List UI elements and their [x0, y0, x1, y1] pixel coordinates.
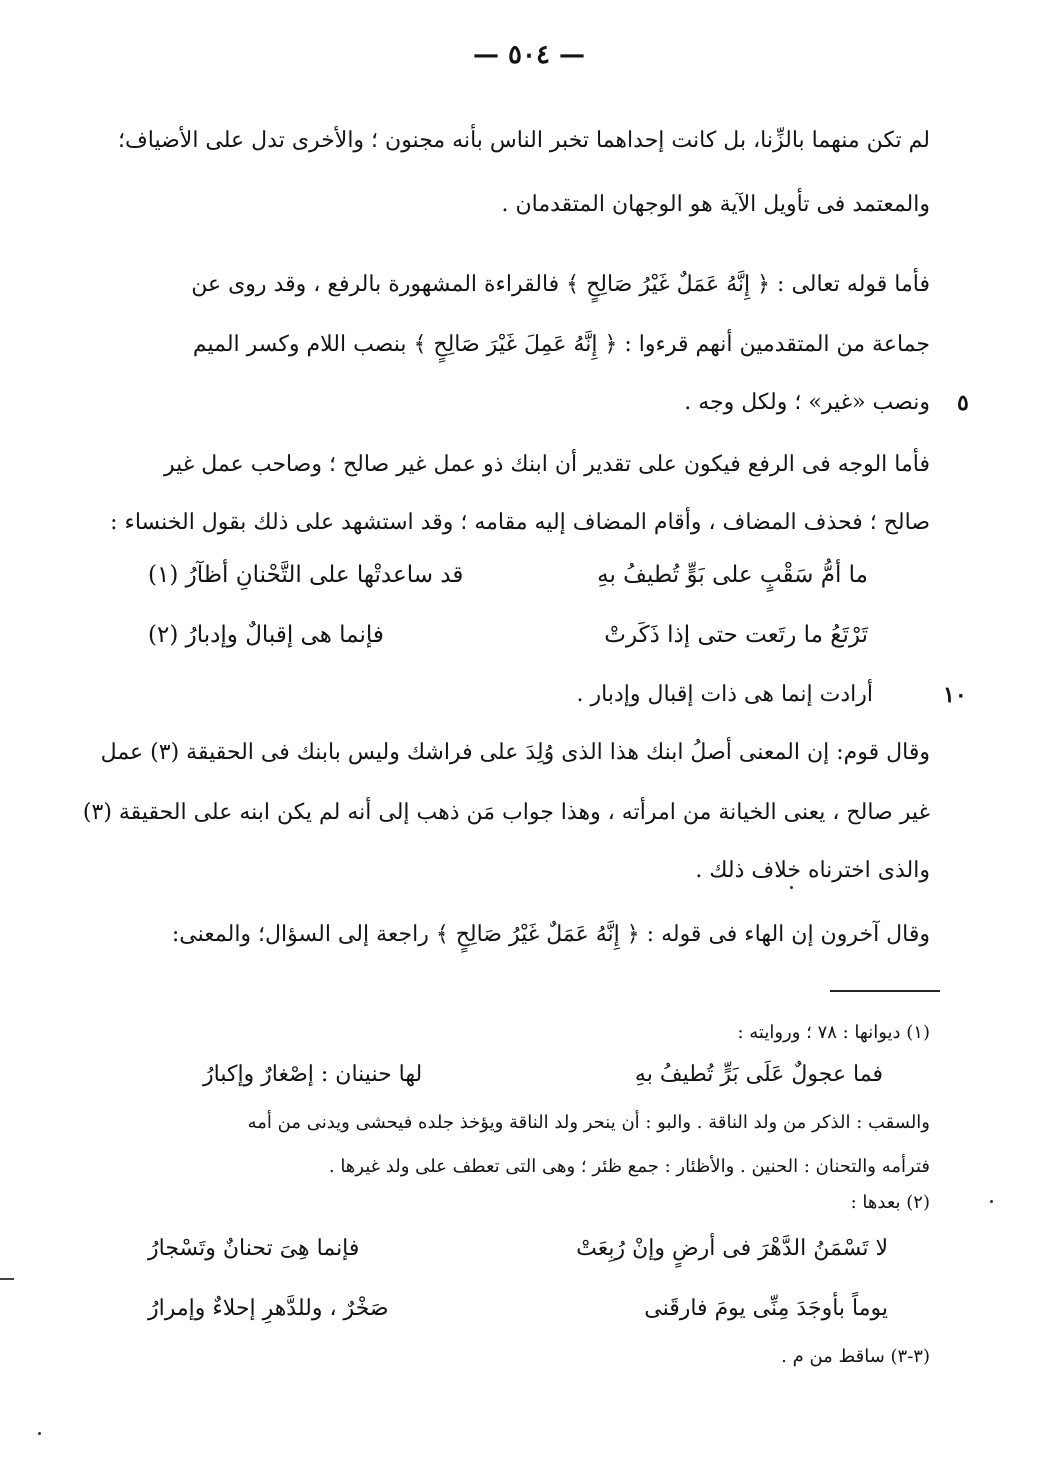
body-line: غير صالح ، يعنى الخيانة من امرأته ، وهذا جواب مَن ذهب إلى أنه لم يكن ابنه على الحقيقة (٣) [82, 800, 930, 825]
body-line: أرادت إنما هى ذات إقبال وإدبار . [576, 682, 873, 707]
footnote-2-verse [148, 1236, 888, 1261]
verse-second-hemistich: لها حنينان : إصْغارٌ وإكبارُ [203, 1062, 423, 1087]
footnote-1-line: والسقب : الذكر من ولد الناقة . والبو : أن ينحر ولد الناقة ويؤخذ جلده فيحشى ويدنى من أمه [247, 1112, 930, 1133]
footnote-1-intro: (١) ديوانها : ٧٨ ؛ وروايته : [737, 1022, 930, 1043]
footnote-3: (٣-٣) ساقط من م . [781, 1346, 930, 1367]
footnote-1-line: فترأمه والتحنان : الحنين . والأظئار : جمع ظئر ؛ وهى التى تعطف على ولد غيرها . [328, 1156, 930, 1177]
body-line: لم تكن منهما بالزِّنا، بل كانت إحداهما تخبر الناس بأنه مجنون ؛ والأخرى تدل على الأضياف؛ [117, 128, 930, 153]
body-line: فأما قوله تعالى : ﴿ إِنَّهُ عَمَلٌ غَيْرُ صَالِحٍ ﴾ فالقراءة المشهورة بالرفع ، وقد روى عن [191, 272, 930, 297]
body-line: وقال قوم: إن المعنى أصلُ ابنك هذا الذى وُلِدَ على فراشك وليس بابنك فى الحقيقة (٣) عمل [100, 740, 930, 765]
scan-speck [990, 1200, 993, 1203]
body-line: فأما الوجه فى الرفع فيكون على تقدير أن ابنك ذو عمل غير صالح ؛ وصاحب عمل غير [163, 452, 930, 477]
verse-first-hemistich: تَرْتَعُ ما رتَعت حتى إذا ذَكَرتْ [604, 622, 868, 648]
line-number-10: ١٠ [943, 682, 967, 708]
verse-second-hemistich: فإنما هى إقبالٌ وإدبارُ (٢) [148, 622, 384, 648]
line-number-5: ٥ [957, 390, 969, 416]
footnote-1-verse [203, 1062, 883, 1087]
body-line: ونصب «غير» ؛ ولكل وجه . [684, 390, 930, 415]
footnote-2-intro: (٢) بعدها : [850, 1192, 930, 1213]
verse-first-hemistich: لا تَسْمَنُ الدَّهْرَ فى أرضٍ وإنْ رُبِعَتْ [576, 1236, 888, 1261]
poem-verse [148, 622, 868, 648]
footnote-separator [830, 990, 940, 992]
body-line: جماعة من المتقدمين أنهم قرءوا : ﴿ إِنَّهُ عَمِلَ غَيْرَ صَالِحٍ ﴾ بنصب اللام وكسر الميم [192, 332, 930, 357]
scan-speck [38, 1432, 41, 1435]
verse-second-hemistich: قد ساعدتْها على التَّحْنانِ أظآرُ (١) [148, 562, 464, 588]
verse-first-hemistich: ما أمُّ سَقْبٍ على بَوٍّ تُطيفُ بهِ [597, 562, 868, 588]
verse-first-hemistich: يوماً بأوجَدَ مِنِّى يومَ فارقَنى [644, 1296, 888, 1321]
body-line: والمعتمد فى تأويل الآية هو الوجهان المتقدمان . [501, 192, 930, 217]
body-line: وقال آخرون إن الهاء فى قوله : ﴿ إِنَّهُ عَمَلٌ غَيْرُ صَالِحٍ ﴾ راجعة إلى السؤال؛ والمعنى: [171, 922, 930, 947]
poem-verse [148, 562, 868, 588]
body-line: والذى اخترناه خلاف ذلك . [695, 858, 930, 883]
page-number: — ٥٠٤ — [472, 40, 586, 70]
verse-second-hemistich: صَخْرٌ ، وللدَّهرِ إحلاءٌ وإمرارُ [148, 1296, 389, 1321]
body-line: صالح ؛ فحذف المضاف ، وأقام المضاف إليه مقامه ؛ وقد استشهد على ذلك بقول الخنساء : [110, 510, 930, 535]
verse-first-hemistich: فما عجولٌ عَلَى بَرٍّ تُطيفُ بهِ [634, 1062, 883, 1087]
scan-edge-mark [0, 1278, 14, 1280]
footnote-2-verse [148, 1296, 888, 1321]
ink-speck [790, 886, 793, 889]
verse-second-hemistich: فإنما هِىَ تحنانٌ وتَسْجارُ [148, 1236, 360, 1261]
